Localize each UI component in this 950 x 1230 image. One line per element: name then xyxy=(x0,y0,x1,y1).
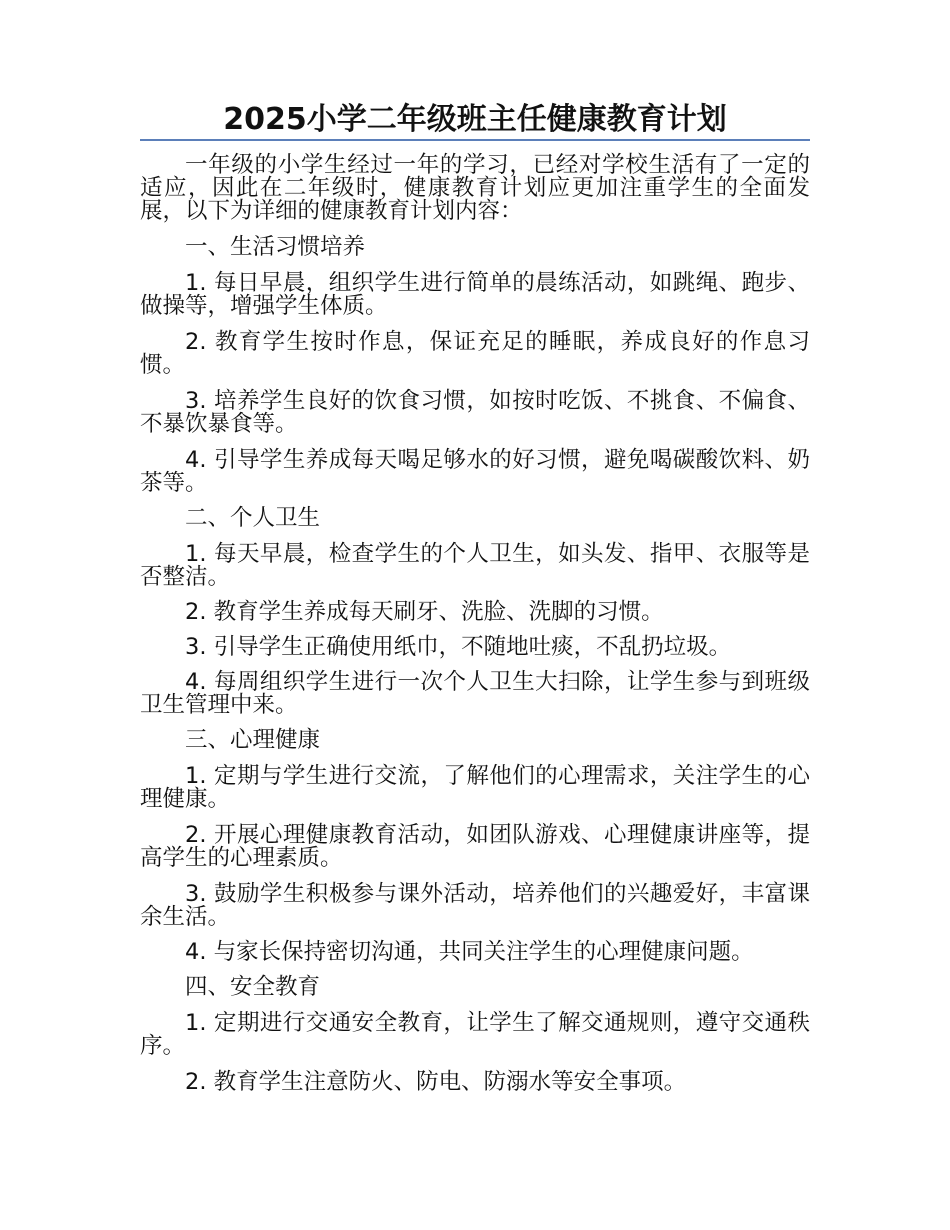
list-item: 3. 引导学生正确使用纸巾，不随地吐痰，不乱扔垃圾。 xyxy=(185,634,732,660)
section-heading: 一、生活习惯培养 xyxy=(185,234,366,260)
list-item: 1. 定期与学生进行交流，了解他们的心理需求，关注学生的心理健康。 xyxy=(140,763,810,812)
list-item: 1. 每日早晨，组织学生进行简单的晨练活动，如跳绳、跑步、做操等，增强学生体质。 xyxy=(140,270,810,319)
section-heading: 二、个人卫生 xyxy=(185,505,321,531)
list-item: 3. 培养学生良好的饮食习惯，如按时吃饭、不挑食、不偏食、不暴饮暴食等。 xyxy=(140,388,810,437)
title-underline xyxy=(140,139,810,141)
intro-paragraph: 一年级的小学生经过一年的学习，已经对学校生活有了一定的适应，因此在二年级时，健康教育计划应更加注重学生的全面发展，以下为详细的健康教育计划内容： xyxy=(140,152,810,224)
section-heading: 三、心理健康 xyxy=(185,727,321,753)
document-title: 2025小学二年级班主任健康教育计划 xyxy=(223,102,727,137)
list-item: 4. 每周组织学生进行一次个人卫生大扫除，让学生参与到班级卫生管理中来。 xyxy=(140,669,810,718)
list-item: 4. 与家长保持密切沟通，共同关注学生的心理健康问题。 xyxy=(185,939,754,965)
list-item: 2. 教育学生养成每天刷牙、洗脸、洗脚的习惯。 xyxy=(185,599,664,625)
list-item: 2. 教育学生注意防火、防电、防溺水等安全事项。 xyxy=(185,1069,687,1095)
list-item: 2. 开展心理健康教育活动，如团队游戏、心理健康讲座等，提高学生的心理素质。 xyxy=(140,822,810,871)
section-heading: 四、安全教育 xyxy=(185,974,321,1000)
list-item: 3. 鼓励学生积极参与课外活动，培养他们的兴趣爱好，丰富课余生活。 xyxy=(140,881,810,930)
list-item: 2. 教育学生按时作息，保证充足的睡眠，养成良好的作息习惯。 xyxy=(140,329,810,378)
list-item: 4. 引导学生养成每天喝足够水的好习惯，避免喝碳酸饮料、奶茶等。 xyxy=(140,447,810,496)
list-item: 1. 定期进行交通安全教育，让学生了解交通规则，遵守交通秩序。 xyxy=(140,1010,810,1059)
list-item: 1. 每天早晨，检查学生的个人卫生，如头发、指甲、衣服等是否整洁。 xyxy=(140,541,810,590)
document-body xyxy=(140,154,810,1094)
